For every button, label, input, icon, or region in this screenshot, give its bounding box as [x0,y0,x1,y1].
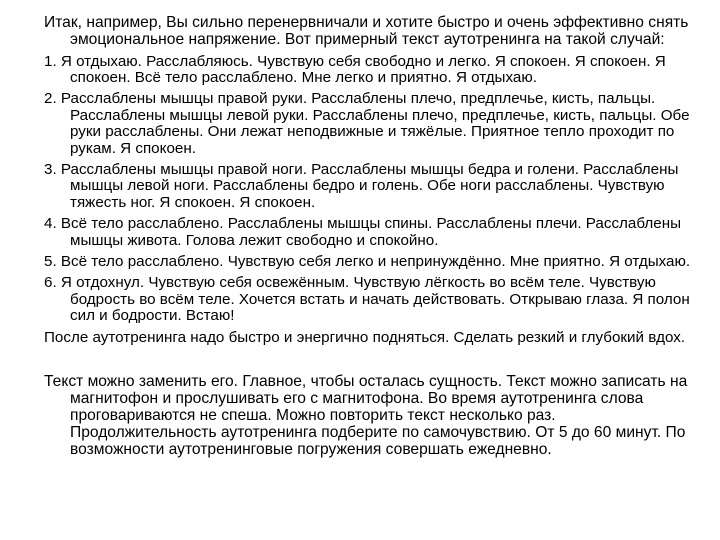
step-6: 6. Я отдохнул. Чувствую себя освежённым. Чувствую лёгкость во всём теле. Чувствую бодрость во всём теле. Хочется встать и начать действовать. Открываю глаза. Я полон сил и бодрости. Встаю! [44,274,690,325]
text-body [44,15,704,458]
step-1: 1. Я отдыхаю. Расслабляюсь. Чувствую себя свободно и легко. Я спокоен. Я спокоен. Я спокоен. Всё тело расслаблено. Мне легко и приятно. Я отдыхаю. [44,52,666,86]
after-paragraph: После аутотренинга надо быстро и энергично подняться. Сделать резкий и глубокий вдох. [44,328,686,346]
step-2: 2. Расслаблены мышцы правой руки. Расслаблены плечо, предплечье, кисть, пальцы. Расслаблены мышцы левой руки. Расслаблены плечо, предплечье, кисть, пальцы. Обе руки расслаблены. Они лежат неподвижные и тяжёлые. Приятное тепло проходит по рукам. Я спокоен. [44,90,690,157]
intro-paragraph: Итак, например, Вы сильно перенервничали и хотите быстро и очень эффективно снять эмоциональное напряжение. Вот примерный текст аутотренинга на такой случай: [44,14,689,48]
step-4: 4. Всё тело расслаблено. Расслаблены мышцы спины. Расслаблены плечи. Расслаблены мышцы живота. Голова лежит свободно и спокойно. [44,215,681,249]
step-5: 5. Всё тело расслаблено. Чувствую себя легко и непринуждённо. Мне приятно. Я отдыхаю. [44,253,691,271]
closing-paragraph: Текст можно заменить его. Главное, чтобы осталась сущность. Текст можно записать на магнитофон и прослушивать его с магнитофона. Во время аутотренинга слова проговариваются не спеша. Можно повторить текст несколько раз. Продолжительность аутотренинга подберите по самочувствию. От 5 до 60 минут. По возможности аутотренинговые погружения совершать ежедневно. [44,373,688,459]
step-3: 3. Расслаблены мышцы правой ноги. Расслаблены мышцы бедра и голени. Расслаблены мышцы левой ноги. Расслаблены бедро и голень. Обе ноги расслаблены. Чувствую тяжесть ног. Я спокоен. Я спокоен. [44,161,679,211]
